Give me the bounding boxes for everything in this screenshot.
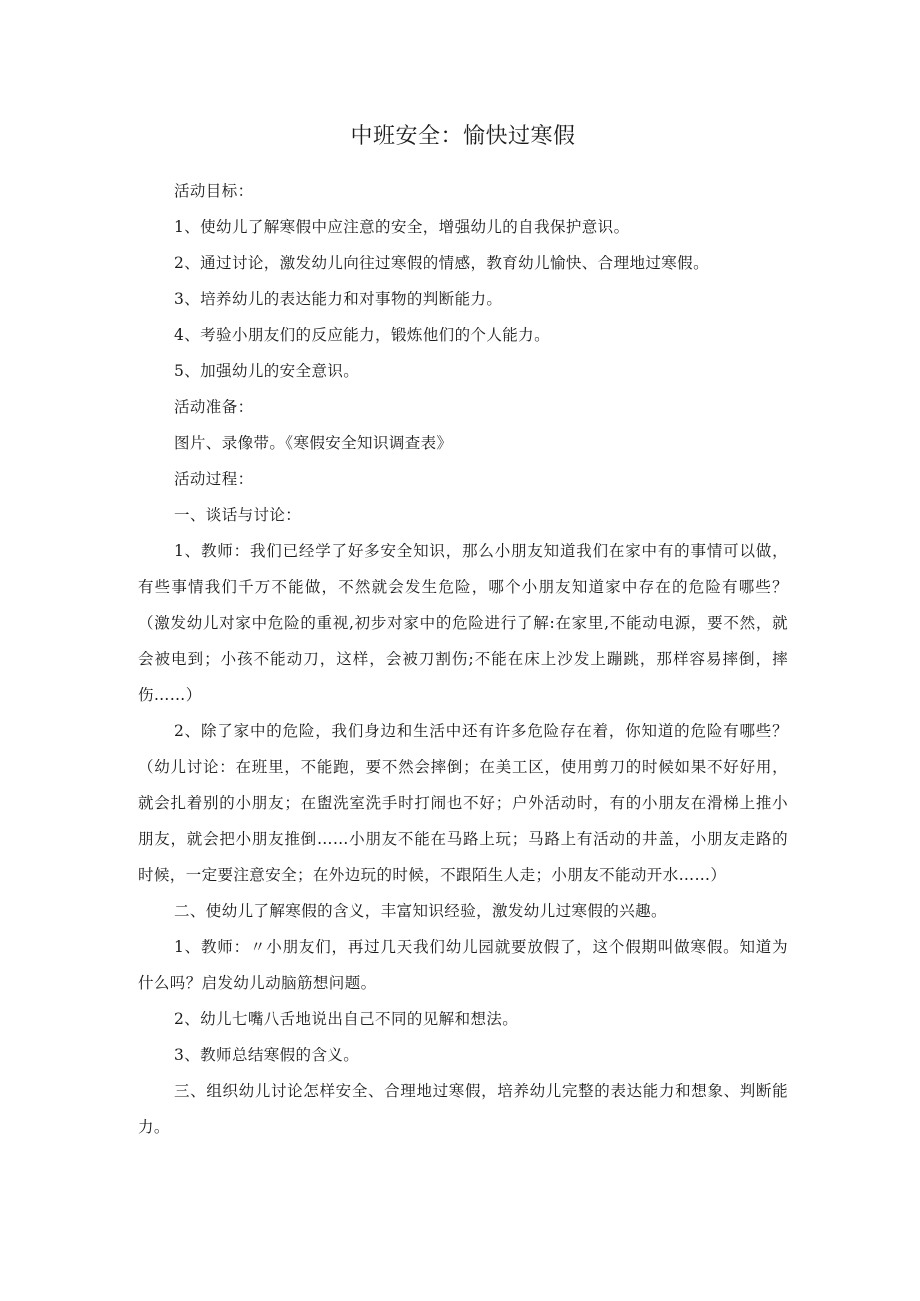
paragraph-goal-5: 5、加强幼儿的安全意识。: [174, 362, 360, 380]
paragraph-goal-3: 3、培养幼儿的表达能力和对事物的判断能力。: [174, 290, 503, 308]
document-title: 中班安全：愉快过寒假: [350, 124, 576, 149]
paragraph-section-2-item-2: 2、幼儿七嘴八舌地说出自己不同的见解和想法。: [174, 1010, 519, 1028]
paragraph-goal-1: 1、使幼儿了解寒假中应注意的安全，增强幼儿的自我保护意识。: [174, 218, 630, 236]
paragraph-goal-4: 4、考验小朋友们的反应能力，锻炼他们的个人能力。: [174, 326, 550, 344]
paragraph-section-2-heading: 二、使幼儿了解寒假的含义，丰富知识经验，激发幼儿过寒假的兴趣。: [174, 902, 667, 920]
paragraph-section-1-item-2: 2、除了家中的危险，我们身边和生活中还有许多危险存在着，你知道的危险有哪些？（幼儿讨论：在班里，不能跑，要不然会摔倒；在美工区，使用剪刀的时候如果不好好用，就会扎着别的小朋友；在盥洗室洗手时打闹也不好；户外活动时，有的小朋友在滑梯上推小朋友，就会把小朋友推倒……小朋友不能在马路上玩；马路上有活动的井盖，小朋友走路的时候，一定要注意安全；在外边玩的时候，不跟陌生人走；小朋友不能动开水……）: [138, 722, 788, 884]
paragraph-goals-heading: 活动目标：: [174, 182, 254, 200]
paragraph-section-1-item-1: 1、教师：我们已经学了好多安全知识，那么小朋友知道我们在家中有的事情可以做，有些事情我们千万不能做，不然就会发生危险，哪个小朋友知道家中存在的危险有哪些？（激发幼儿对家中危险的重视,初步对家中的危险进行了解:在家里,不能动电源，要不然，就会被电到；小孩不能动刀，这样，会被刀割伤;不能在床上沙发上蹦跳，那样容易摔倒，摔伤……）: [138, 542, 788, 704]
paragraph-preparation-items: 图片、录像带。《寒假安全知识调查表》: [174, 434, 453, 452]
paragraph-section-3-heading: 三、组织幼儿讨论怎样安全、合理地过寒假，培养幼儿完整的表达能力和想象、判断能力。: [138, 1082, 788, 1136]
paragraph-section-1-heading: 一、谈话与讨论：: [174, 506, 302, 524]
paragraph-section-2-item-3: 3、教师总结寒假的含义。: [174, 1046, 360, 1064]
paragraph-goal-2: 2、通过讨论，激发幼儿向往过寒假的情感，教育幼儿愉快、合理地过寒假。: [174, 254, 709, 272]
paragraph-section-2-item-1: 1、教师：〃小朋友们，再过几天我们幼儿园就要放假了，这个假期叫做寒假。知道为什么吗？启发幼儿动脑筋想问题。: [138, 938, 788, 992]
paragraph-preparation-heading: 活动准备：: [174, 398, 254, 416]
paragraph-process-heading: 活动过程：: [174, 470, 254, 488]
